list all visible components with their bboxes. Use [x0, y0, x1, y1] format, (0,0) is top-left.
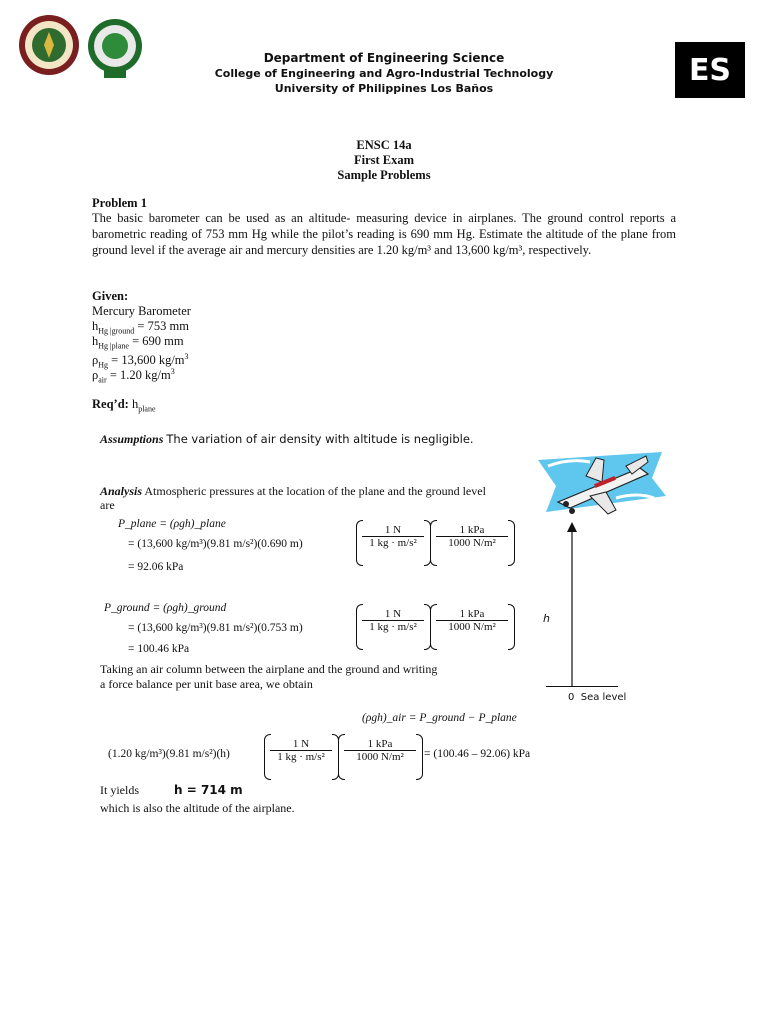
force-balance-equation: (ρgh)_air = P_ground − P_plane — [362, 712, 517, 724]
given-item: $h_{Hg |plane} = 690$ mm — [92, 334, 184, 351]
department-title: Department of Engineering Science — [263, 51, 505, 65]
closing-line: which is also the altitude of the airplane. — [100, 801, 295, 815]
given-item: Mercury Barometer — [92, 304, 191, 318]
altitude-h-label: h — [543, 612, 550, 625]
university-title: University of Philippines Los Baños — [274, 82, 494, 95]
p-ground-definition: P_ground = (ρgh)_ground — [104, 602, 227, 614]
altitude-arrow — [560, 520, 584, 688]
altitude-answer: h = 714 m — [174, 783, 243, 797]
given-item: $\rho_{air} = 1.20$ $kg/m^3$ — [92, 367, 175, 385]
course-code: ENSC 14a — [356, 138, 412, 152]
es-badge: ES — [675, 42, 745, 98]
p-plane-result: = 92.06 kPa — [128, 561, 184, 573]
problem-heading: Problem 1 — [92, 196, 147, 210]
problem-text: The basic barometer can be used as an altitude- measuring device in airplanes. The ground control reports a barometric reading of 753 mm Hg while the pilot’s reading is 690 mm Hg. Estimate the altitude of the plane from ground level if the average air and mercury densities are 1.20 kg/m³ and 13,600 kg/m³, respectively. — [92, 211, 676, 257]
p-ground-calculation: = (13,600 kg/m³)(9.81 m/s²)(0.753 m) — [128, 622, 303, 634]
sea-level-label: 0 Sea level — [568, 692, 627, 703]
given-heading: Given: — [92, 289, 129, 303]
unit-fraction-newton: 1 N 1 kg · m/s² — [270, 738, 332, 763]
p-plane-definition: P_plane = (ρgh)_plane — [118, 518, 226, 530]
required-line: Req’d: $h_{plane}$ — [92, 397, 156, 414]
exam-title: First Exam — [353, 153, 415, 167]
p-ground-result: = 100.46 kPa — [128, 643, 190, 655]
analysis-text: Analysis Atmospheric pressures at the location of the plane and the ground level are — [100, 484, 486, 512]
given-item: $h_{Hg |ground} = 753$ mm — [92, 319, 189, 336]
column-text: Taking an air column between the airplane and the ground and writing a force balance per unit base area, we obtain — [100, 662, 438, 691]
college-title: College of Engineering and Agro-Industrial Technology — [214, 67, 554, 80]
given-list — [92, 304, 191, 385]
paren-close — [508, 604, 515, 650]
yields-line: It yields h = 714 m — [100, 783, 243, 797]
assumptions-line: Assumptions The variation of air density with altitude is negligible. — [100, 432, 474, 446]
sea-level-line — [546, 686, 618, 687]
paren-close — [508, 520, 515, 566]
unit-fraction-newton: 1 N 1 kg · m/s² — [362, 524, 424, 549]
final-equation-rhs: = (100.46 – 92.06) kPa — [424, 748, 531, 760]
exam-subtitle: Sample Problems — [337, 168, 431, 182]
airplane-illustration — [530, 448, 670, 520]
unit-fraction-kpa: 1 kPa 1000 N/m² — [436, 524, 508, 549]
unit-fraction-kpa: 1 kPa 1000 N/m² — [436, 608, 508, 633]
unit-fraction-newton: 1 N 1 kg · m/s² — [362, 608, 424, 633]
p-plane-calculation: = (13,600 kg/m³)(9.81 m/s²)(0.690 m) — [128, 538, 303, 550]
final-equation-lhs: (1.20 kg/m³)(9.81 m/s²)(h) — [108, 748, 230, 760]
unit-fraction-kpa: 1 kPa 1000 N/m² — [344, 738, 416, 763]
given-item: $\rho_{Hg} = 13,600$ $kg/m^3$ — [92, 352, 189, 370]
paren-close — [416, 734, 423, 780]
